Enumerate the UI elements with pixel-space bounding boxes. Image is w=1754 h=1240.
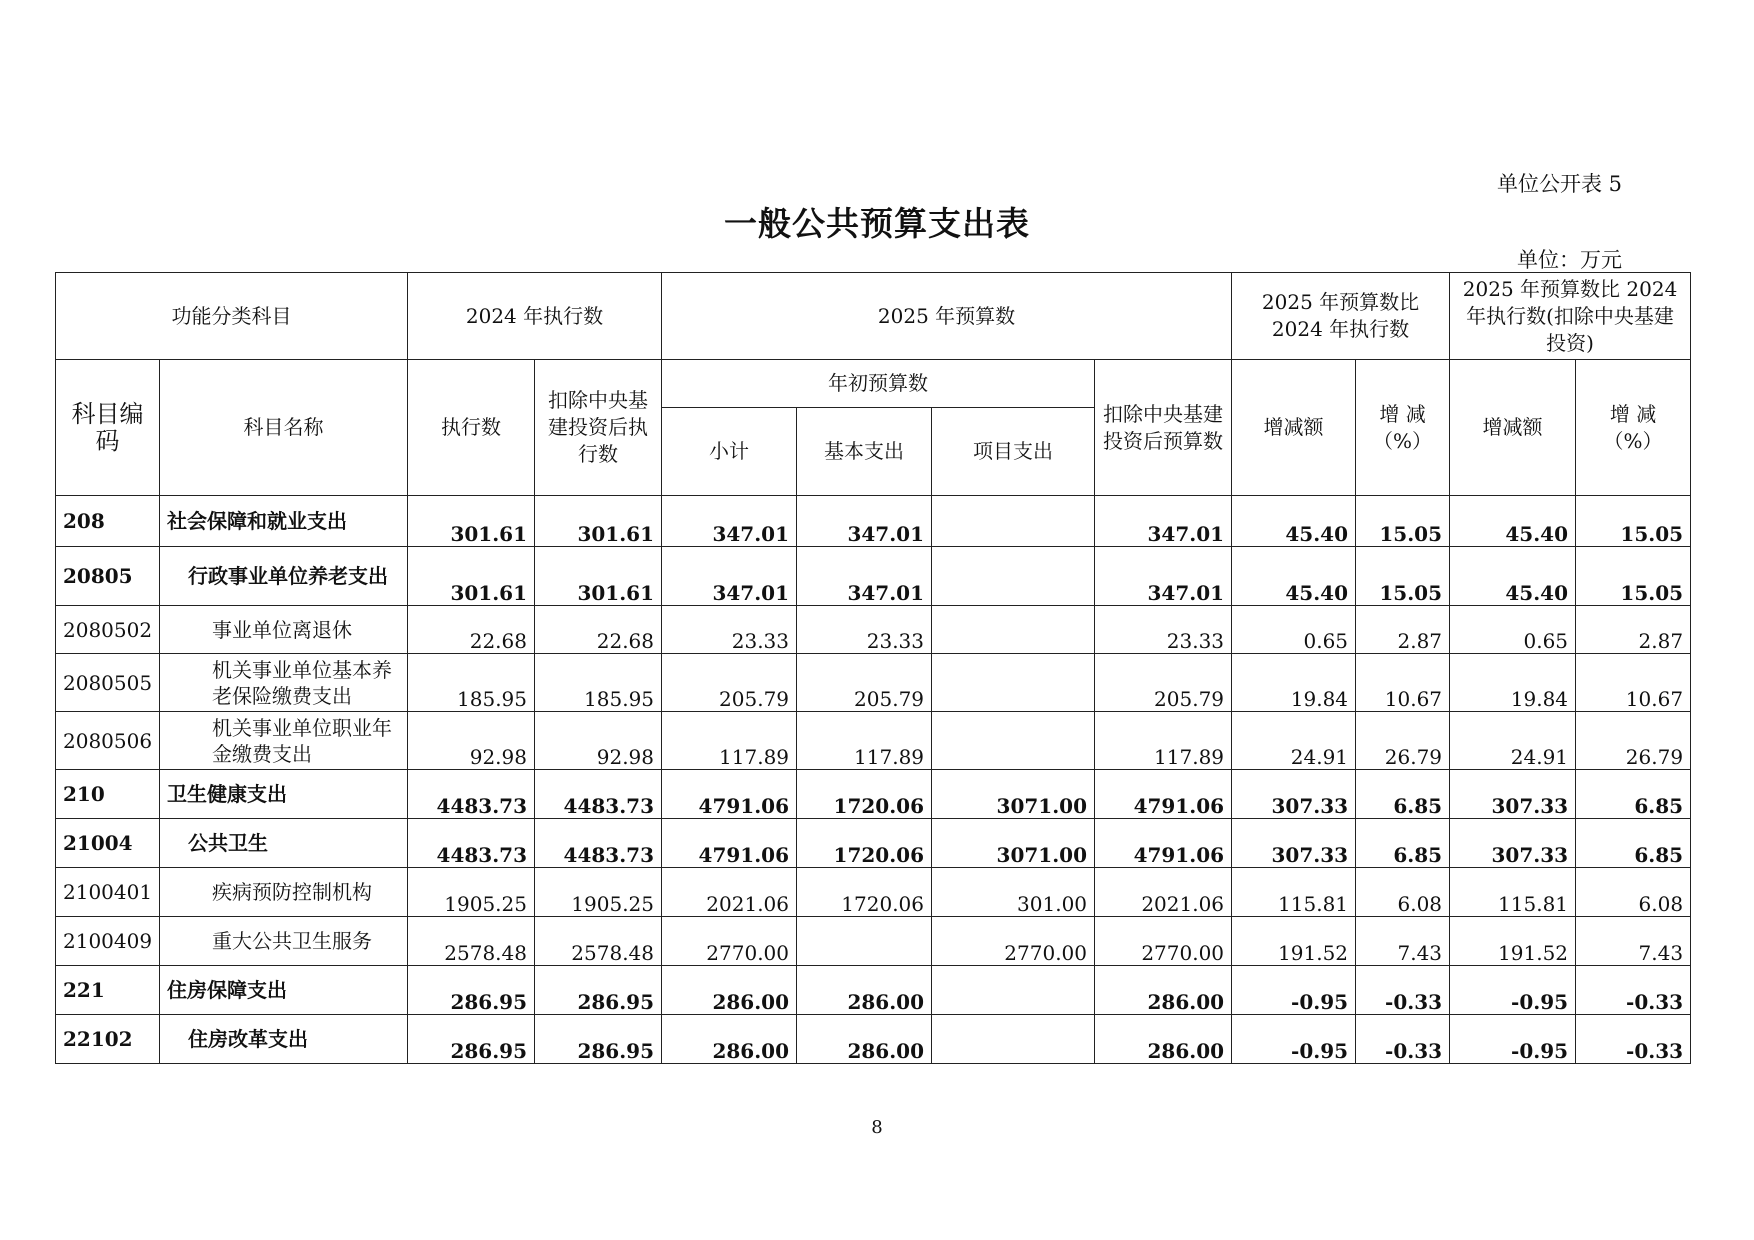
subject-code-cell: 22102 <box>56 1015 160 1064</box>
value-cell-exec-excl: 286.95 <box>535 1015 662 1064</box>
value-cell-pct1: 15.05 <box>1356 547 1450 606</box>
value-cell-exec: 301.61 <box>408 496 535 547</box>
value-cell-chg1: 24.91 <box>1232 712 1356 770</box>
value-cell-chg2: 0.65 <box>1450 606 1576 654</box>
value-cell-subtotal: 2770.00 <box>662 917 797 966</box>
value-cell-budget-excl: 286.00 <box>1095 1015 1232 1064</box>
value-cell-budget-excl: 4791.06 <box>1095 819 1232 868</box>
subject-name-cell: 行政事业单位养老支出 <box>160 547 408 606</box>
value-cell-pct1: 7.43 <box>1356 917 1450 966</box>
value-cell-pct1: 15.05 <box>1356 496 1450 547</box>
header-subject-code: 科目编码 <box>56 360 160 496</box>
header-project-expense: 项目支出 <box>932 408 1095 496</box>
header-exec-2024: 2024 年执行数 <box>408 273 662 360</box>
value-cell-chg2: 24.91 <box>1450 712 1576 770</box>
value-cell-basic: 117.89 <box>797 712 932 770</box>
header-change-vs-exec-excl: 2025 年预算数比 2024 年执行数(扣除中央基建投资) <box>1450 273 1691 360</box>
value-cell-subtotal: 347.01 <box>662 547 797 606</box>
value-cell-basic: 286.00 <box>797 1015 932 1064</box>
header-exec-count: 执行数 <box>408 360 535 496</box>
table-row <box>56 819 1691 868</box>
value-cell-pct2: 6.85 <box>1576 819 1691 868</box>
value-cell-chg2: -0.95 <box>1450 966 1576 1015</box>
value-cell-subtotal: 2021.06 <box>662 868 797 917</box>
value-cell-chg2: 19.84 <box>1450 654 1576 712</box>
value-cell-chg1: 45.40 <box>1232 496 1356 547</box>
value-cell-exec-excl: 22.68 <box>535 606 662 654</box>
subject-code-cell: 2080505 <box>56 654 160 712</box>
value-cell-chg1: 115.81 <box>1232 868 1356 917</box>
subject-code-cell: 2080502 <box>56 606 160 654</box>
value-cell-project <box>932 712 1095 770</box>
value-cell-chg2: -0.95 <box>1450 1015 1576 1064</box>
value-cell-pct1: 6.85 <box>1356 819 1450 868</box>
value-cell-chg2: 115.81 <box>1450 868 1576 917</box>
subject-code-cell: 2100401 <box>56 868 160 917</box>
subject-name-cell: 住房改革支出 <box>160 1015 408 1064</box>
value-cell-project <box>932 1015 1095 1064</box>
subject-code-cell: 221 <box>56 966 160 1015</box>
subject-code-cell: 21004 <box>56 819 160 868</box>
value-cell-budget-excl: 2770.00 <box>1095 917 1232 966</box>
subject-code-cell: 2100409 <box>56 917 160 966</box>
value-cell-budget-excl: 286.00 <box>1095 966 1232 1015</box>
subject-name-cell: 机关事业单位基本养老保险缴费支出 <box>160 654 408 712</box>
value-cell-project: 2770.00 <box>932 917 1095 966</box>
header-change-amount-1: 增减额 <box>1232 360 1356 496</box>
value-cell-project: 3071.00 <box>932 819 1095 868</box>
value-cell-exec: 1905.25 <box>408 868 535 917</box>
value-cell-project <box>932 966 1095 1015</box>
value-cell-pct2: 26.79 <box>1576 712 1691 770</box>
value-cell-chg1: 0.65 <box>1232 606 1356 654</box>
value-cell-pct2: 10.67 <box>1576 654 1691 712</box>
value-cell-budget-excl: 347.01 <box>1095 547 1232 606</box>
value-cell-budget-excl: 2021.06 <box>1095 868 1232 917</box>
table-row <box>56 1015 1691 1064</box>
value-cell-pct2: 15.05 <box>1576 547 1691 606</box>
value-cell-pct1: 26.79 <box>1356 712 1450 770</box>
page-title: 一般公共预算支出表 <box>724 204 1030 243</box>
value-cell-pct1: 6.85 <box>1356 770 1450 819</box>
unit-label: 单位：万元 <box>1517 248 1622 272</box>
value-cell-subtotal: 4791.06 <box>662 819 797 868</box>
value-cell-budget-excl: 347.01 <box>1095 496 1232 547</box>
table-row <box>56 917 1691 966</box>
header-budget-2025: 2025 年预算数 <box>662 273 1232 360</box>
value-cell-exec: 286.95 <box>408 966 535 1015</box>
value-cell-project <box>932 496 1095 547</box>
value-cell-pct1: 10.67 <box>1356 654 1450 712</box>
value-cell-exec-excl: 286.95 <box>535 966 662 1015</box>
value-cell-exec: 185.95 <box>408 654 535 712</box>
table-body <box>56 496 1691 1064</box>
header-change-amount-2: 增减额 <box>1450 360 1576 496</box>
value-cell-pct1: -0.33 <box>1356 966 1450 1015</box>
budget-expense-table <box>55 272 1691 1064</box>
value-cell-budget-excl: 205.79 <box>1095 654 1232 712</box>
value-cell-chg2: 45.40 <box>1450 547 1576 606</box>
value-cell-exec-excl: 4483.73 <box>535 819 662 868</box>
value-cell-basic: 347.01 <box>797 496 932 547</box>
table-row <box>56 606 1691 654</box>
value-cell-pct1: 6.08 <box>1356 868 1450 917</box>
value-cell-chg2: 45.40 <box>1450 496 1576 547</box>
subject-name-cell: 机关事业单位职业年金缴费支出 <box>160 712 408 770</box>
value-cell-exec-excl: 301.61 <box>535 496 662 547</box>
value-cell-exec: 301.61 <box>408 547 535 606</box>
value-cell-pct1: -0.33 <box>1356 1015 1450 1064</box>
subject-code-cell: 210 <box>56 770 160 819</box>
value-cell-basic: 347.01 <box>797 547 932 606</box>
subject-name-cell: 社会保障和就业支出 <box>160 496 408 547</box>
subject-code-cell: 2080506 <box>56 712 160 770</box>
table-row <box>56 496 1691 547</box>
subject-name-cell: 卫生健康支出 <box>160 770 408 819</box>
value-cell-basic: 1720.06 <box>797 770 932 819</box>
value-cell-pct2: 2.87 <box>1576 606 1691 654</box>
value-cell-subtotal: 4791.06 <box>662 770 797 819</box>
table-row <box>56 770 1691 819</box>
value-cell-chg1: 307.33 <box>1232 770 1356 819</box>
value-cell-exec-excl: 1905.25 <box>535 868 662 917</box>
value-cell-pct1: 2.87 <box>1356 606 1450 654</box>
value-cell-pct2: 7.43 <box>1576 917 1691 966</box>
header-change-vs-exec: 2025 年预算数比 2024 年执行数 <box>1232 273 1450 360</box>
table-row <box>56 712 1691 770</box>
value-cell-subtotal: 286.00 <box>662 1015 797 1064</box>
page-number: 8 <box>871 1117 883 1138</box>
value-cell-chg1: -0.95 <box>1232 966 1356 1015</box>
value-cell-pct2: 15.05 <box>1576 496 1691 547</box>
header-subtotal: 小计 <box>662 408 797 496</box>
value-cell-chg2: 307.33 <box>1450 819 1576 868</box>
header-functional-category: 功能分类科目 <box>56 273 408 360</box>
value-cell-basic: 205.79 <box>797 654 932 712</box>
value-cell-pct2: -0.33 <box>1576 1015 1691 1064</box>
value-cell-basic: 1720.06 <box>797 819 932 868</box>
header-budget-excl: 扣除中央基建投资后预算数 <box>1095 360 1232 496</box>
value-cell-project: 301.00 <box>932 868 1095 917</box>
subject-code-cell: 20805 <box>56 547 160 606</box>
table-row <box>56 966 1691 1015</box>
value-cell-exec: 286.95 <box>408 1015 535 1064</box>
value-cell-exec: 92.98 <box>408 712 535 770</box>
header-initial-budget: 年初预算数 <box>662 360 1095 408</box>
value-cell-budget-excl: 117.89 <box>1095 712 1232 770</box>
value-cell-pct2: -0.33 <box>1576 966 1691 1015</box>
value-cell-exec: 22.68 <box>408 606 535 654</box>
subject-name-cell: 公共卫生 <box>160 819 408 868</box>
value-cell-chg2: 191.52 <box>1450 917 1576 966</box>
value-cell-project: 3071.00 <box>932 770 1095 819</box>
header-basic-expense: 基本支出 <box>797 408 932 496</box>
value-cell-exec-excl: 2578.48 <box>535 917 662 966</box>
table-row <box>56 654 1691 712</box>
value-cell-exec-excl: 92.98 <box>535 712 662 770</box>
subject-name-cell: 事业单位离退休 <box>160 606 408 654</box>
value-cell-chg1: 45.40 <box>1232 547 1356 606</box>
value-cell-basic: 23.33 <box>797 606 932 654</box>
value-cell-subtotal: 205.79 <box>662 654 797 712</box>
value-cell-exec: 2578.48 <box>408 917 535 966</box>
value-cell-chg1: 191.52 <box>1232 917 1356 966</box>
value-cell-budget-excl: 4791.06 <box>1095 770 1232 819</box>
value-cell-chg2: 307.33 <box>1450 770 1576 819</box>
value-cell-budget-excl: 23.33 <box>1095 606 1232 654</box>
value-cell-project <box>932 547 1095 606</box>
value-cell-subtotal: 286.00 <box>662 966 797 1015</box>
value-cell-chg1: 307.33 <box>1232 819 1356 868</box>
value-cell-exec: 4483.73 <box>408 819 535 868</box>
value-cell-project <box>932 654 1095 712</box>
value-cell-subtotal: 117.89 <box>662 712 797 770</box>
header-change-pct-1: 增 减 （%） <box>1356 360 1450 496</box>
value-cell-subtotal: 347.01 <box>662 496 797 547</box>
subject-code-cell: 208 <box>56 496 160 547</box>
subject-name-cell: 疾病预防控制机构 <box>160 868 408 917</box>
value-cell-basic: 1720.06 <box>797 868 932 917</box>
value-cell-subtotal: 23.33 <box>662 606 797 654</box>
value-cell-pct2: 6.85 <box>1576 770 1691 819</box>
header-exec-excl: 扣除中央基建投资后执行数 <box>535 360 662 496</box>
value-cell-pct2: 6.08 <box>1576 868 1691 917</box>
value-cell-exec-excl: 185.95 <box>535 654 662 712</box>
value-cell-exec: 4483.73 <box>408 770 535 819</box>
value-cell-basic: 286.00 <box>797 966 932 1015</box>
header-change-pct-2: 增 减 （%） <box>1576 360 1691 496</box>
value-cell-exec-excl: 301.61 <box>535 547 662 606</box>
value-cell-chg1: -0.95 <box>1232 1015 1356 1064</box>
table-row <box>56 868 1691 917</box>
subject-name-cell: 重大公共卫生服务 <box>160 917 408 966</box>
value-cell-chg1: 19.84 <box>1232 654 1356 712</box>
table-number-label: 单位公开表 5 <box>1496 172 1622 196</box>
header-subject-name: 科目名称 <box>160 360 408 496</box>
table-row <box>56 547 1691 606</box>
value-cell-basic <box>797 917 932 966</box>
value-cell-exec-excl: 4483.73 <box>535 770 662 819</box>
subject-name-cell: 住房保障支出 <box>160 966 408 1015</box>
value-cell-project <box>932 606 1095 654</box>
